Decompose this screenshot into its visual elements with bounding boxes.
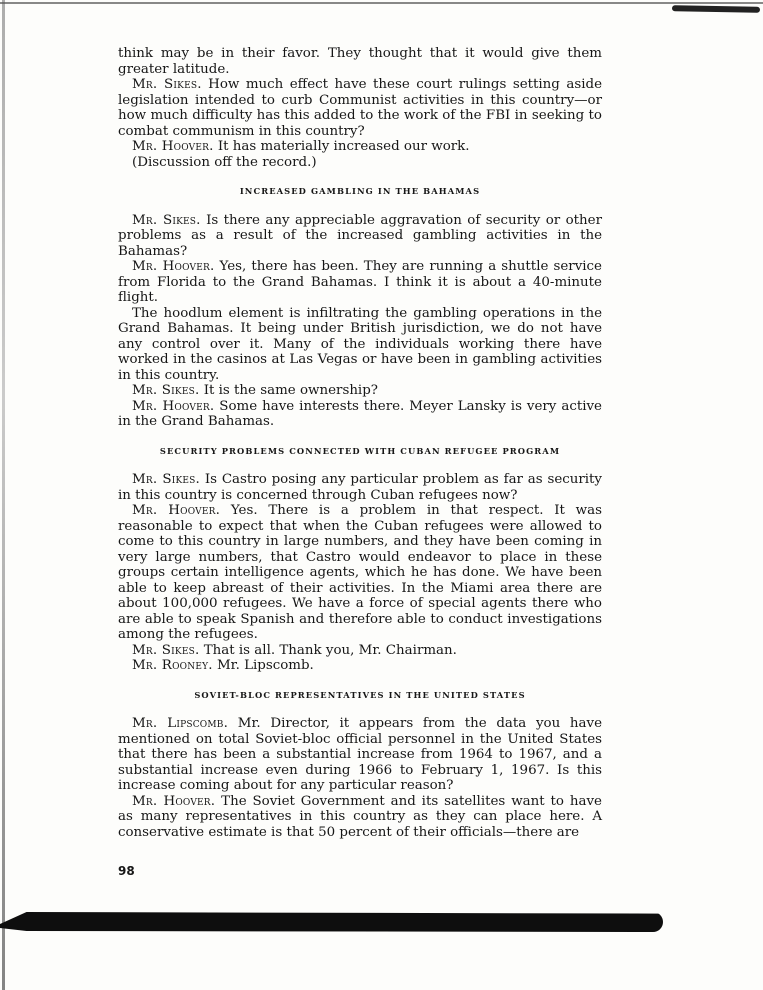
paragraph-text: Mr. Director, it appears from the data you have mentioned on total Soviet-bloc official personnel in the United States that there has been a substantial increase from 1964 to 1967, and a substantial increase even during 1966 to February 1, 1967. Is this increase coming about for any particular reason? — [118, 716, 602, 793]
paragraph — [118, 46, 602, 77]
paragraph — [118, 716, 602, 794]
paragraph-text: The Soviet Government and its satellites want to have as many representatives in this country as they can place here. A conservative estimate is that 50 percent of their officials—there are — [118, 793, 602, 840]
paragraph-text: It has materially increased our work. — [213, 139, 470, 154]
paragraph — [118, 399, 602, 430]
speaker-name: Mr. Hoover. — [132, 503, 221, 518]
paragraph-text: (Discussion off the record.) — [132, 154, 317, 170]
paragraph — [118, 794, 602, 841]
speaker-name: Mr. Hoover. — [132, 139, 214, 154]
speaker-name: Mr. Hoover. — [132, 398, 215, 414]
paragraph-text: How much effect have these court rulings setting aside legislation intended to curb Communist activities in this country—or how much difficulty has this added to the work of the FBI in seeking to combat communism in this country? — [118, 77, 602, 139]
paragraph-text: Is there any appreciable aggravation of security or other problems as a result of the increased gambling activities in the Bahamas? — [118, 212, 602, 259]
paragraph — [118, 643, 602, 659]
page-top-edge — [0, 2, 763, 4]
section-heading: INCREASED GAMBLING IN THE BAHAMAS — [239, 186, 481, 196]
paragraph — [118, 155, 602, 171]
paragraph — [118, 503, 602, 643]
paragraph — [118, 259, 602, 306]
paragraph — [118, 139, 602, 155]
speaker-name: Mr. Sikes. — [132, 642, 200, 658]
paragraph-text: Yes. There is a problem in that respect. It was reasonable to expect that when the Cuban refugees were allowed to come to this country in large numbers, and they have been coming in very large numbers, that Castro would endeavor to place in these groups certain intelligence agents, which he has done. We have been able to keep abreast of their activities. In the Miami area there are about 100,000 refugees. We have a force of special agents there who are able to speak Spanish and therefore able to conduct investigations among the refugees. — [118, 503, 602, 642]
paragraph — [118, 77, 602, 139]
paragraph-text: Is Castro posing any particular problem as far as security in this country is concerned through Cuban refugees now? — [118, 472, 602, 503]
paragraph — [118, 658, 602, 674]
section-heading: SOVIET-BLOC REPRESENTATIVES IN THE UNITED STATES — [194, 689, 526, 700]
document-body — [118, 46, 602, 840]
paragraph-text: think may be in their favor. They thought that it would give them greater latitude. — [118, 46, 602, 77]
paragraph — [118, 472, 602, 503]
speaker-name: Mr. Lipscomb. — [132, 716, 229, 731]
paragraph-text: The hoodlum element is infiltrating the gambling operations in the Grand Bahamas. It being under British jurisdiction, we do not have any control over it. Many of the individuals working there have worked in the casinos at Las Vegas or have been in gambling activities in this country. — [118, 305, 602, 383]
speaker-name: Mr. Rooney. — [132, 658, 213, 673]
page-number: 98 — [118, 864, 135, 878]
speaker-name: Mr. Hoover. — [132, 259, 215, 274]
speaker-name: Mr. Sikes. — [132, 472, 201, 487]
paragraph-text: Some have interests there. Meyer Lansky is very active in the Grand Bahamas. — [118, 398, 602, 429]
speaker-name: Mr. Sikes. — [132, 383, 200, 398]
speaker-name: Mr. Hoover. — [132, 793, 216, 809]
paragraph-text: Mr. Lipscomb. — [212, 658, 314, 673]
paragraph-text: That is all. Thank you, Mr. Chairman. — [199, 642, 457, 658]
speaker-name: Mr. Sikes. — [132, 212, 201, 228]
paragraph — [118, 213, 602, 260]
paragraph — [118, 383, 602, 399]
page-left-edge — [2, 0, 5, 990]
section-heading: SECURITY PROBLEMS CONNECTED WITH CUBAN REFUGEE PROGRAM — [159, 445, 561, 456]
scan-corner-mark — [672, 5, 760, 13]
paragraph — [118, 306, 602, 384]
speaker-name: Mr. Sikes. — [132, 77, 202, 92]
scan-bottom-bar — [0, 912, 663, 932]
paragraph-text: It is the same ownership? — [199, 383, 378, 398]
paragraph-text: Yes, there has been. They are running a shuttle service from Florida to the Grand Bahamas. I think it is about a 40-minute flight. — [118, 259, 602, 305]
